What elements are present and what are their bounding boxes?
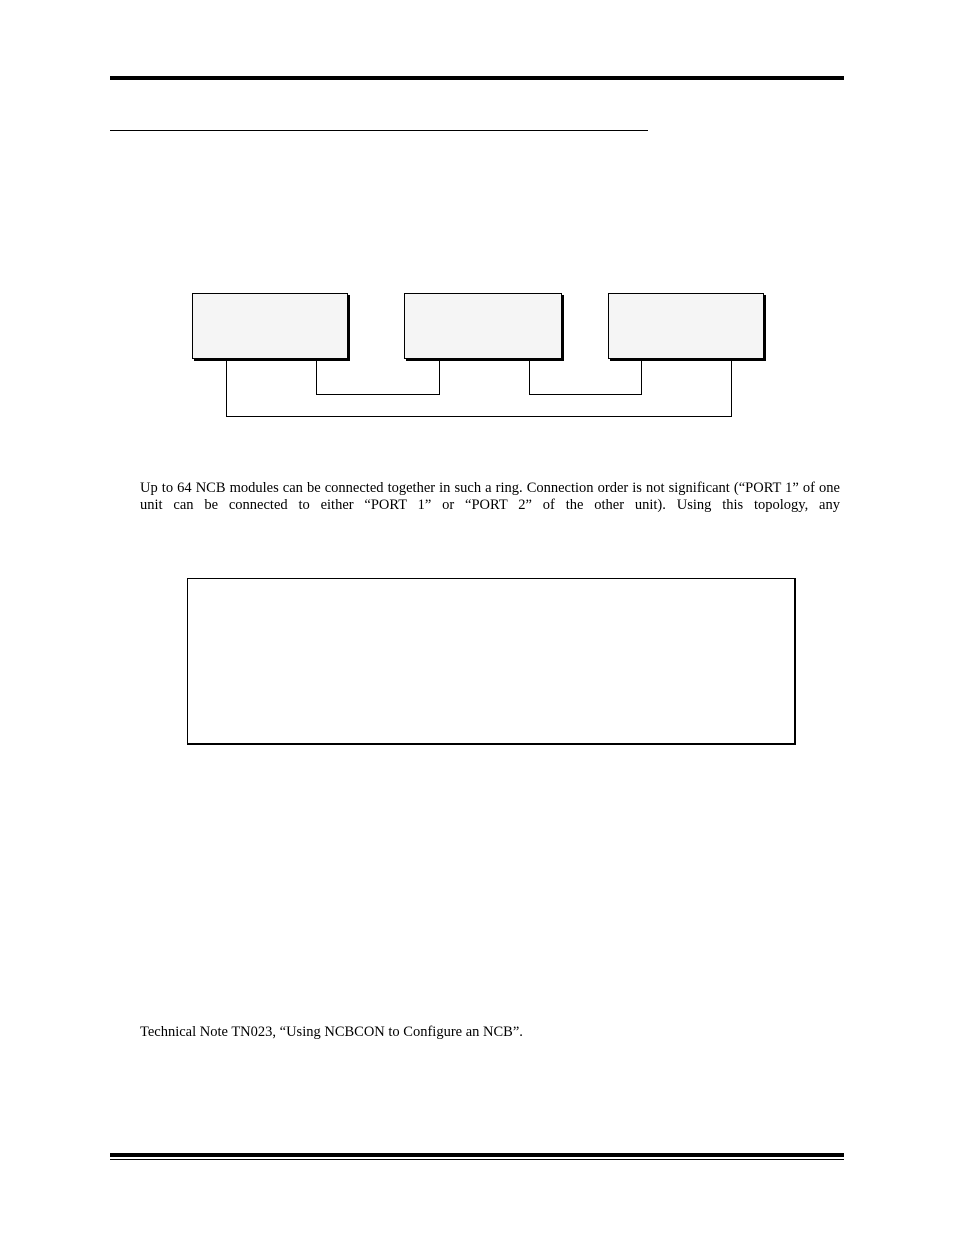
ring-description-paragraph: Up to 64 NCB modules can be connected together in such a ring. Connection order is not significant (“PORT 1” of one unit can be connected to either “PORT 1” or “PORT 2” of the other unit). Using this topology, any [140,480,840,513]
ncb-module-3 [609,294,764,359]
footer-rule-thin [110,1159,844,1160]
header-rule [110,76,844,80]
ncb-module-2 [405,294,562,359]
module-3-shadow [610,295,766,361]
module-1-shadow [194,295,350,361]
footer-rule [110,1153,844,1157]
link-module-1-to-2 [317,360,440,395]
ring-return-link [227,360,732,417]
module-2-shadow [406,295,564,361]
link-module-2-to-3 [530,360,642,395]
ncb-module-1 [193,294,348,359]
technical-note-reference: Technical Note TN023, “Using NCBCON to Configure an NCB”. [140,1024,523,1040]
section-heading-underline [110,130,648,131]
note-box [187,578,796,745]
